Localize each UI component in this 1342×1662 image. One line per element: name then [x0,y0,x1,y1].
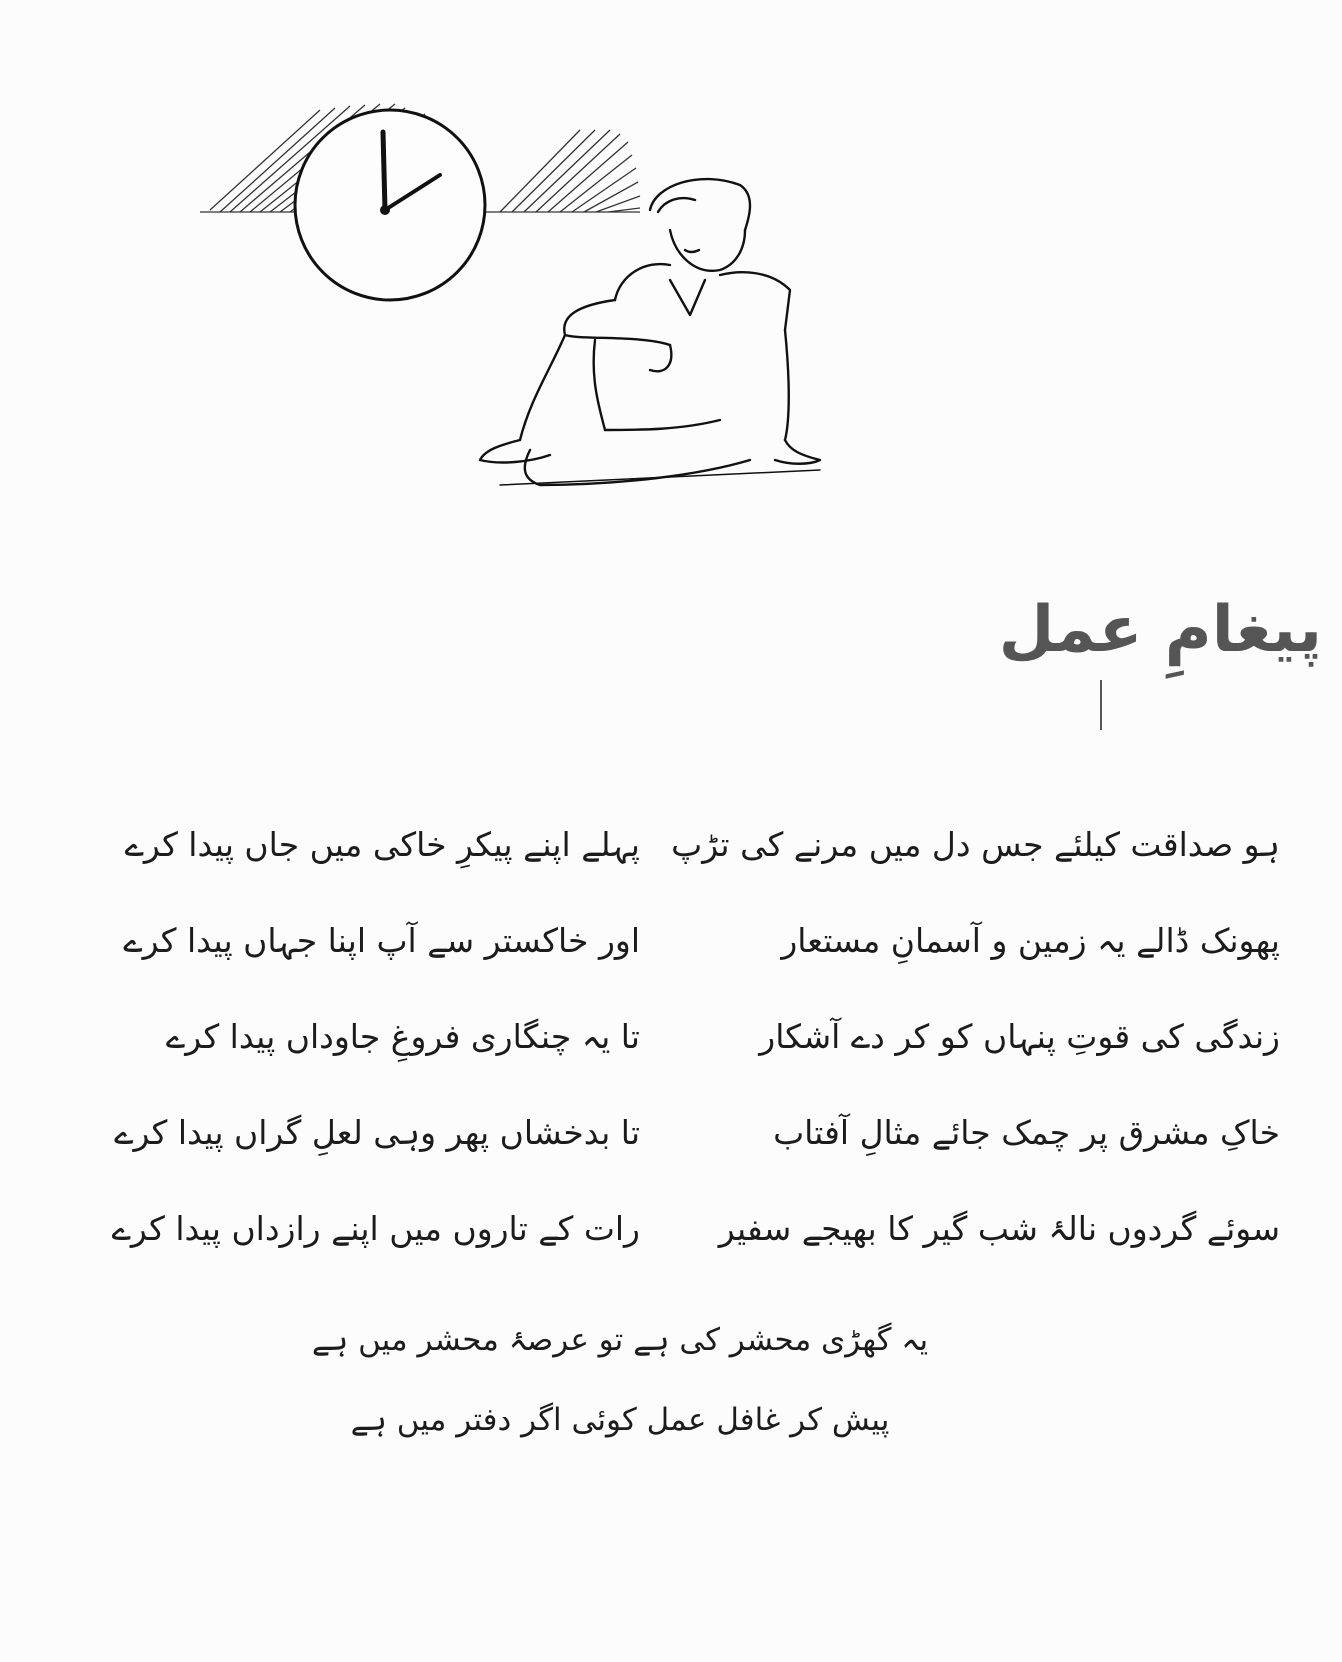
verse-row [40,911,1280,1007]
verse-3-first-line: زندگی کی قوتِ پنہاں کو کر دے آشکار [759,1017,1280,1056]
verse-4-second-line: تا بدخشاں پھر وہی لعلِ گراں پیدا کرے [114,1113,640,1152]
closing-line-2: پیش کر غافل عمل کوئی اگر دفتر میں ہے [350,1402,890,1438]
verse-5-second-line: رات کے تاروں میں اپنے رازداں پیدا کرے [111,1209,640,1248]
illustration-man-and-clock [200,100,900,520]
verse-4-first-line: خاکِ مشرق پر چمک جائے مثالِ آفتاب [773,1113,1280,1152]
verse-row [40,1103,1280,1199]
verse-2-first-line: پھونک ڈالے یہ زمین و آسمانِ مستعار [781,921,1280,960]
verse-row [40,1199,1280,1295]
poem-title: پیغامِ عمل [998,593,1322,667]
closing-couplet [300,1300,940,1460]
verse-5-first-line: سوئے گردوں نالۂ شب گیر کا بھیجے سفیر [718,1209,1280,1248]
closing-line-1: یہ گھڑی محشر کی ہے تو عرصۂ محشر میں ہے [311,1322,929,1358]
verse-1-first-line: ہو صداقت کیلئے جس دل میں مرنے کی تڑپ [671,825,1280,864]
sitting-man [480,179,820,485]
title-stem-stroke [1100,680,1102,730]
verse-1-second-line: پہلے اپنے پیکرِ خاکی میں جاں پیدا کرے [124,825,640,864]
verse-row [40,815,1280,911]
verses-block [40,815,1280,1295]
illustration-svg [200,100,900,520]
clock-icon [295,110,485,300]
verse-row [40,1007,1280,1103]
verse-2-second-line: اور خاکستر سے آپ اپنا جہاں پیدا کرے [123,921,640,960]
verse-3-second-line: تا یہ چنگاری فروغِ جاوداں پیدا کرے [165,1017,640,1056]
